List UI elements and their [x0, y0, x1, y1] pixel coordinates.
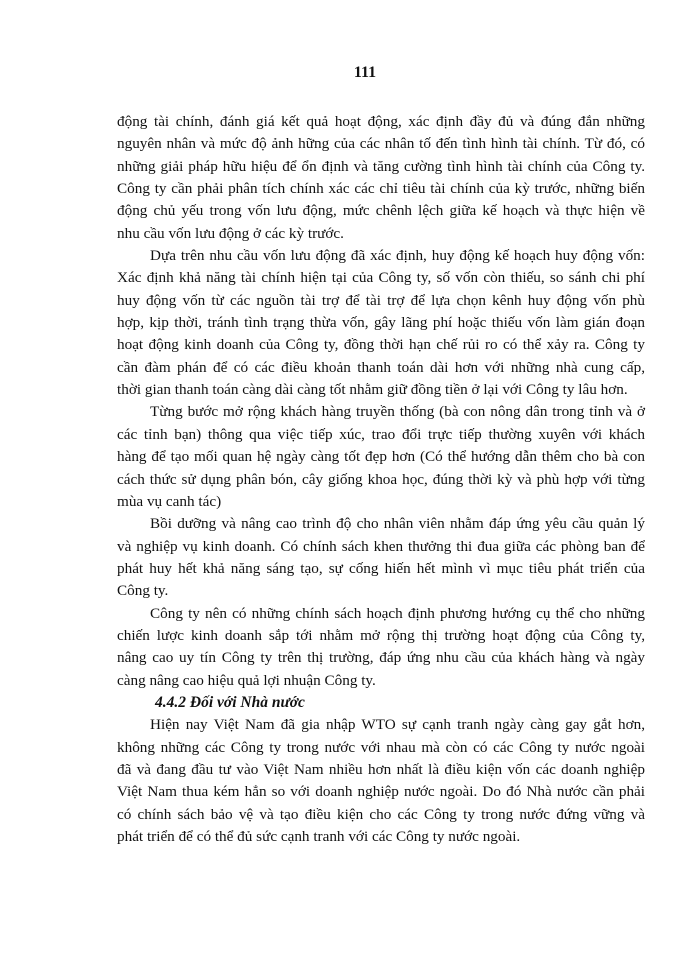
text-line: nâng cao uy tín Công ty trên thị trường, đáp ứng nhu cầu của khách hàng và ngày: [117, 649, 645, 667]
text-line: nguyên nhân và mức độ ảnh hững của các nhân tố đến tình hình tài chính. Từ đó, có: [117, 135, 645, 153]
text-line: hoạt động kinh doanh của Công ty, đồng thời hạn chế rủi ro có thể xảy ra. Công ty: [117, 336, 645, 354]
text-line: các tỉnh bạn) thông qua việc tiếp xúc, trao đổi trực tiếp thường xuyên với khách: [117, 425, 645, 443]
section-heading: 4.4.2 Đối với Nhà nước: [155, 693, 305, 711]
text-line: phát triển để có thể đủ sức cạnh tranh với các Công ty nước ngoài.: [117, 828, 521, 845]
text-line: động chủ yếu trong vốn lưu động, mức chênh lệch giữa kế hoạch và thực hiện về: [117, 202, 645, 220]
text-line: Công ty nên có những chính sách hoạch định phương hướng cụ thể cho những: [150, 604, 645, 622]
text-line: chiến lược kinh doanh sắp tới nhằm mở rộng thị trường hoạt động của Công ty,: [117, 626, 645, 644]
text-line: càng nâng cao hiệu quả lợi nhuận Công ty.: [117, 671, 376, 689]
text-line: Công ty.: [117, 582, 169, 600]
document-body: [117, 111, 645, 848]
text-line: có chính sách bảo vệ và tạo điều kiện cho các Công ty trong nước đứng vững và: [117, 805, 645, 823]
text-line: thời gian thanh toán càng dài càng tốt nhằm giữ đồng tiền ở lại với Công ty lâu hơn.: [117, 381, 628, 399]
text-line: Công ty cần phải phân tích chính xác các chỉ tiêu tài chính của kỳ trước, những biến: [117, 180, 645, 198]
text-line: Từng bước mở rộng khách hàng truyền thống (bà con nông dân trong tỉnh và ở: [150, 403, 645, 421]
paragraph: [117, 245, 645, 401]
paragraph: [117, 513, 645, 602]
text-line: động tài chính, đánh giá kết quả hoạt động, xác định đầy đủ và đúng đắn những: [117, 113, 645, 130]
text-line: hàng để tạo mối quan hệ ngày càng tốt đẹp hơn (Có thể hướng dẫn thêm cho bà con: [117, 448, 645, 466]
text-line: huy động vốn từ các nguồn tài trợ để tài trợ để lựa chọn kênh huy động vốn phù: [117, 291, 645, 309]
text-line: mùa vụ canh tác): [117, 492, 222, 510]
text-line: Bồi dưỡng và nâng cao trình độ cho nhân viên nhằm đáp ứng yêu cầu quản lý: [150, 515, 645, 533]
text-line: Xác định khả năng tài chính hiện tại của Công ty, số vốn còn thiếu, so sánh chi phí: [117, 269, 645, 287]
text-line: Hiện nay Việt Nam đã gia nhập WTO sự cạnh tranh ngày càng gay gắt hơn,: [150, 716, 645, 734]
paragraph: [117, 401, 645, 513]
page-number: 111: [353, 64, 377, 81]
text-line: đã và đang đầu tư vào Việt Nam nhiều hơn nhất là điều kiện vốn các doanh nghiệp: [117, 760, 645, 778]
paragraph: [117, 111, 645, 245]
paragraph: [117, 714, 645, 848]
text-line: nhu cầu vốn lưu động ở các kỳ trước.: [117, 224, 344, 242]
text-line: Dựa trên nhu cầu vốn lưu động đã xác định, huy động kế hoạch huy động vốn:: [150, 247, 645, 265]
text-line: phát huy hết khả năng sáng tạo, sự cống hiến hết mình vì mục tiêu phát triển của: [117, 559, 645, 577]
text-line: cần đàm phán để có các điều khoản thanh toán dài hơn với những nhà cung cấp,: [117, 358, 645, 376]
text-line: những giải pháp hữu hiệu để ổn định và tăng cường tình hình tài chính của Công ty.: [117, 157, 645, 175]
text-line: hợp, kịp thời, tránh tình trạng thừa vốn, gây lãng phí hoặc thiếu vốn làm gián đoạn: [117, 314, 645, 332]
text-line: và nghiệp vụ kinh doanh. Có chính sách khen thưởng thi đua giữa các phòng ban để: [117, 537, 645, 555]
text-line: cách thức sử dụng phân bón, cây giống khoa học, đúng thời kỳ và phù hợp với từng: [117, 470, 645, 488]
text-line: không những các Công ty trong nước với nhau mà còn có các Công ty nước ngoài: [117, 738, 645, 756]
paragraph: [117, 603, 645, 692]
text-line: Việt Nam thua kém hẳn so với doanh nghiệp nước ngoài. Do đó Nhà nước cần phải: [117, 783, 645, 801]
